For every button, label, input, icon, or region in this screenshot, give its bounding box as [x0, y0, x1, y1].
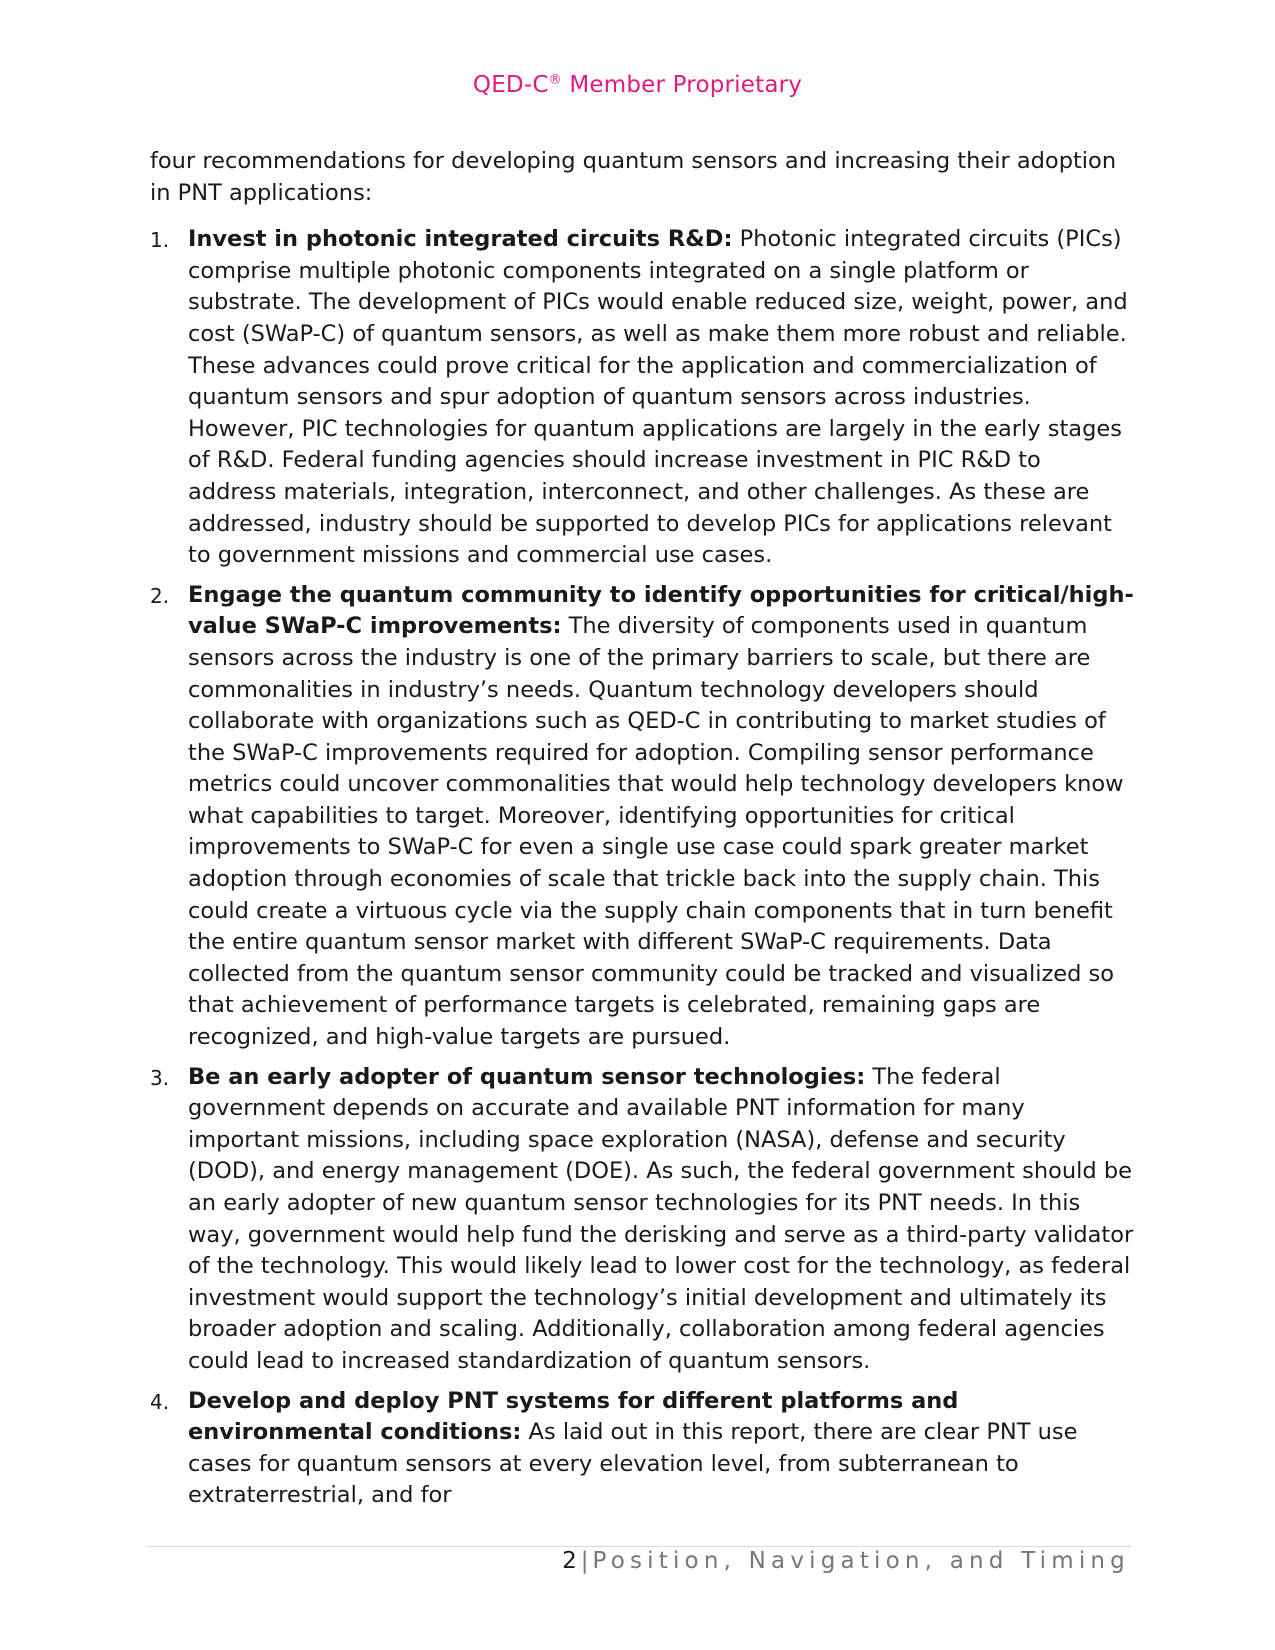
page-number: 2 [562, 1548, 577, 1574]
header-org: QED-C [472, 72, 549, 98]
recommendations-list [150, 224, 1135, 1512]
item-number: 2. [150, 583, 170, 608]
item-text: The federal government depends on accurate and available PNT information for many important missions, including space exploration (NASA), defense and security (DOD), and energy management (DOE). As such, the federal government should be an early adopter of new quantum sensor technologies for its PNT needs. In this way, government would help fund the derisking and serve as a third-party validator of the technology. This would likely lead to lower cost for the technology, as federal investment would support the technology’s initial development and ultimately its broader adoption and scaling. Additionally, collaboration among federal agencies could lead to increased standardization of quantum sensors. [188, 1063, 1134, 1374]
footer-divider [146, 1546, 1131, 1547]
document-body [150, 146, 1135, 1520]
item-heading: Engage the quantum community to identify opportunities for critical/high-value SWaP-C improvements: [188, 581, 1134, 640]
item-heading: Invest in photonic integrated circuits R&D: [188, 226, 733, 253]
footer-separator: | [580, 1548, 589, 1574]
item-number: 4. [150, 1389, 170, 1414]
recommendation-item [150, 1062, 1135, 1378]
page-header [0, 72, 1275, 98]
footer-title: Position, Navigation, and Timing [592, 1548, 1130, 1574]
recommendation-item [150, 580, 1135, 1054]
registered-mark: ® [548, 72, 562, 88]
item-text: As laid out in this report, there are clear PNT use cases for quantum sensors at every elevation level, from subterranean to extraterrestrial, and for [188, 1419, 1078, 1509]
recommendation-item [150, 224, 1135, 572]
item-number: 3. [150, 1065, 170, 1090]
item-heading: Develop and deploy PNT systems for different platforms and environmental conditions: [188, 1387, 959, 1446]
item-text: Photonic integrated circuits (PICs) comprise multiple photonic components integrated on a single platform or substrate. The development of PICs would enable reduced size, weight, power, and cost (SWaP-C) of quantum sensors, as well as make them more robust and reliable. These advances could prove critical for the application and commercialization of quantum sensors and spur adoption of quantum sensors across industries. However, PIC technologies for quantum applications are largely in the early stages of R&D. Federal funding agencies should increase investment in PIC R&D to address materials, integration, interconnect, and other challenges. As these are addressed, industry should be supported to develop PICs for applications relevant to government missions and commercial use cases. [188, 226, 1128, 569]
item-text: The diversity of components used in quantum sensors across the industry is one of the primary barriers to scale, but there are commonalities in industry’s needs. Quantum technology developers should collaborate with organizations such as QED-C in contributing to market studies of the SWaP-C improvements required for adoption. Compiling sensor performance metrics could uncover commonalities that would help technology developers know what capabilities to target. Moreover, identifying opportunities for critical improvements to SWaP-C for even a single use case could spark greater market adoption through economies of scale that trickle back into the supply chain. This could create a virtuous cycle via the supply chain components that in turn benefit the entire quantum sensor market with different SWaP-C requirements. Data collected from the quantum sensor community could be tracked and visualized so that achievement of performance targets is celebrated, remaining gaps are recognized, and high-value targets are pursued. [188, 613, 1124, 1051]
intro-paragraph: four recommendations for developing quantum sensors and increasing their adoption in PNT applications: [150, 148, 1117, 206]
page-footer [562, 1548, 1130, 1574]
header-label: Member Proprietary [561, 72, 803, 98]
recommendation-item [150, 1386, 1135, 1512]
item-heading: Be an early adopter of quantum sensor technologies: [188, 1063, 866, 1090]
item-number: 1. [150, 228, 170, 253]
